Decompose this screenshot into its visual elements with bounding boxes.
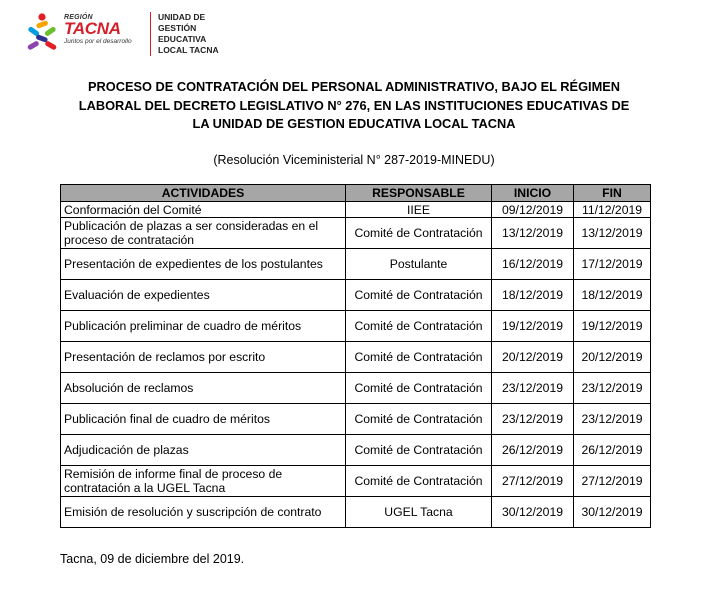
activity-cell: Presentación de expedientes de los postulantes xyxy=(61,249,346,280)
start-date-cell: 13/12/2019 xyxy=(492,218,574,249)
start-date-cell: 26/12/2019 xyxy=(492,435,574,466)
logo-bar-5 xyxy=(27,40,40,50)
brand-name: TACNA xyxy=(64,19,121,38)
schedule-body xyxy=(61,202,651,528)
table-row xyxy=(61,218,651,249)
schedule-table xyxy=(60,184,651,528)
start-date-cell: 09/12/2019 xyxy=(492,202,574,218)
table-row xyxy=(61,466,651,497)
responsible-cell: Comité de Contratación xyxy=(346,466,492,497)
logo-bar-6 xyxy=(44,40,57,50)
table-row xyxy=(61,342,651,373)
responsible-cell: Comité de Contratación xyxy=(346,218,492,249)
end-date-cell: 27/12/2019 xyxy=(574,466,651,497)
ugel-line: EDUCATIVA xyxy=(158,34,207,44)
start-date-cell: 18/12/2019 xyxy=(492,280,574,311)
start-date-cell: 23/12/2019 xyxy=(492,404,574,435)
responsible-cell: Postulante xyxy=(346,249,492,280)
start-date-cell: 19/12/2019 xyxy=(492,311,574,342)
region-tacna-logo-icon xyxy=(22,12,62,54)
ugel-line: LOCAL TACNA xyxy=(158,45,219,55)
table-row xyxy=(61,202,651,218)
responsible-cell: Comité de Contratación xyxy=(346,404,492,435)
responsible-cell: Comité de Contratación xyxy=(346,435,492,466)
logo-bar-1 xyxy=(36,20,49,29)
table-header-row xyxy=(61,185,651,202)
table-row xyxy=(61,249,651,280)
responsible-cell: Comité de Contratación xyxy=(346,280,492,311)
activity-cell: Evaluación de expedientes xyxy=(61,280,346,311)
start-date-cell: 16/12/2019 xyxy=(492,249,574,280)
table-row xyxy=(61,280,651,311)
end-date-cell: 18/12/2019 xyxy=(574,280,651,311)
end-date-cell: 13/12/2019 xyxy=(574,218,651,249)
end-date-cell: 23/12/2019 xyxy=(574,404,651,435)
column-header-responsible: RESPONSABLE xyxy=(346,185,492,202)
resolution-reference: (Resolución Viceministerial N° 287-2019-MINEDU) xyxy=(213,153,495,167)
responsible-cell: Comité de Contratación xyxy=(346,373,492,404)
activity-cell: Publicación preliminar de cuadro de méritos xyxy=(61,311,346,342)
start-date-cell: 20/12/2019 xyxy=(492,342,574,373)
activity-cell: Presentación de reclamos por escrito xyxy=(61,342,346,373)
column-header-start: INICIO xyxy=(492,185,574,202)
document-title xyxy=(60,78,648,134)
ugel-line: GESTIÓN xyxy=(158,23,197,33)
place-and-date: Tacna, 09 de diciembre del 2019. xyxy=(60,552,245,566)
start-date-cell: 27/12/2019 xyxy=(492,466,574,497)
end-date-cell: 19/12/2019 xyxy=(574,311,651,342)
header xyxy=(22,10,322,58)
responsible-cell: UGEL Tacna xyxy=(346,497,492,528)
logo-bar-3 xyxy=(44,26,57,37)
activity-cell: Remisión de informe final de proceso de contratación a la UGEL Tacna xyxy=(61,466,346,497)
start-date-cell: 23/12/2019 xyxy=(492,373,574,404)
end-date-cell: 23/12/2019 xyxy=(574,373,651,404)
table-row xyxy=(61,373,651,404)
brand-block xyxy=(64,14,144,45)
table-row xyxy=(61,435,651,466)
end-date-cell: 11/12/2019 xyxy=(574,202,651,218)
end-date-cell: 26/12/2019 xyxy=(574,435,651,466)
column-header-end: FIN xyxy=(574,185,651,202)
table-row xyxy=(61,404,651,435)
responsible-cell: Comité de Contratación xyxy=(346,342,492,373)
table-row xyxy=(61,311,651,342)
responsible-cell: Comité de Contratación xyxy=(346,311,492,342)
end-date-cell: 20/12/2019 xyxy=(574,342,651,373)
ugel-name xyxy=(158,12,219,56)
activity-cell: Absolución de reclamos xyxy=(61,373,346,404)
activity-cell: Conformación del Comité xyxy=(61,202,346,218)
title-line: PROCESO DE CONTRATACIÓN DEL PERSONAL ADMINISTRATIVO, BAJO EL RÉGIMEN xyxy=(87,79,621,94)
ugel-line: UNIDAD DE xyxy=(158,12,206,22)
title-line: LA UNIDAD DE GESTION EDUCATIVA LOCAL TACNA xyxy=(192,116,516,131)
column-header-activities: ACTIVIDADES xyxy=(61,185,346,202)
start-date-cell: 30/12/2019 xyxy=(492,497,574,528)
activity-cell: Adjudicación de plazas xyxy=(61,435,346,466)
logo-dot-top xyxy=(38,13,45,20)
responsible-cell: IIEE xyxy=(346,202,492,218)
table-row xyxy=(61,497,651,528)
title-line: LABORAL DEL DECRETO LEGISLATIVO N° 276, EN LAS INSTITUCIONES EDUCATIVAS DE xyxy=(78,97,630,113)
end-date-cell: 17/12/2019 xyxy=(574,249,651,280)
brand-tagline: Juntos por el desarrollo xyxy=(64,38,132,45)
header-divider xyxy=(150,12,151,56)
end-date-cell: 30/12/2019 xyxy=(574,497,651,528)
activity-cell: Publicación de plazas a ser consideradas en el proceso de contratación xyxy=(61,218,346,249)
activity-cell: Publicación final de cuadro de méritos xyxy=(61,404,346,435)
activity-cell: Emisión de resolución y suscripción de contrato xyxy=(61,497,346,528)
region-label: REGIÓN xyxy=(64,14,93,21)
